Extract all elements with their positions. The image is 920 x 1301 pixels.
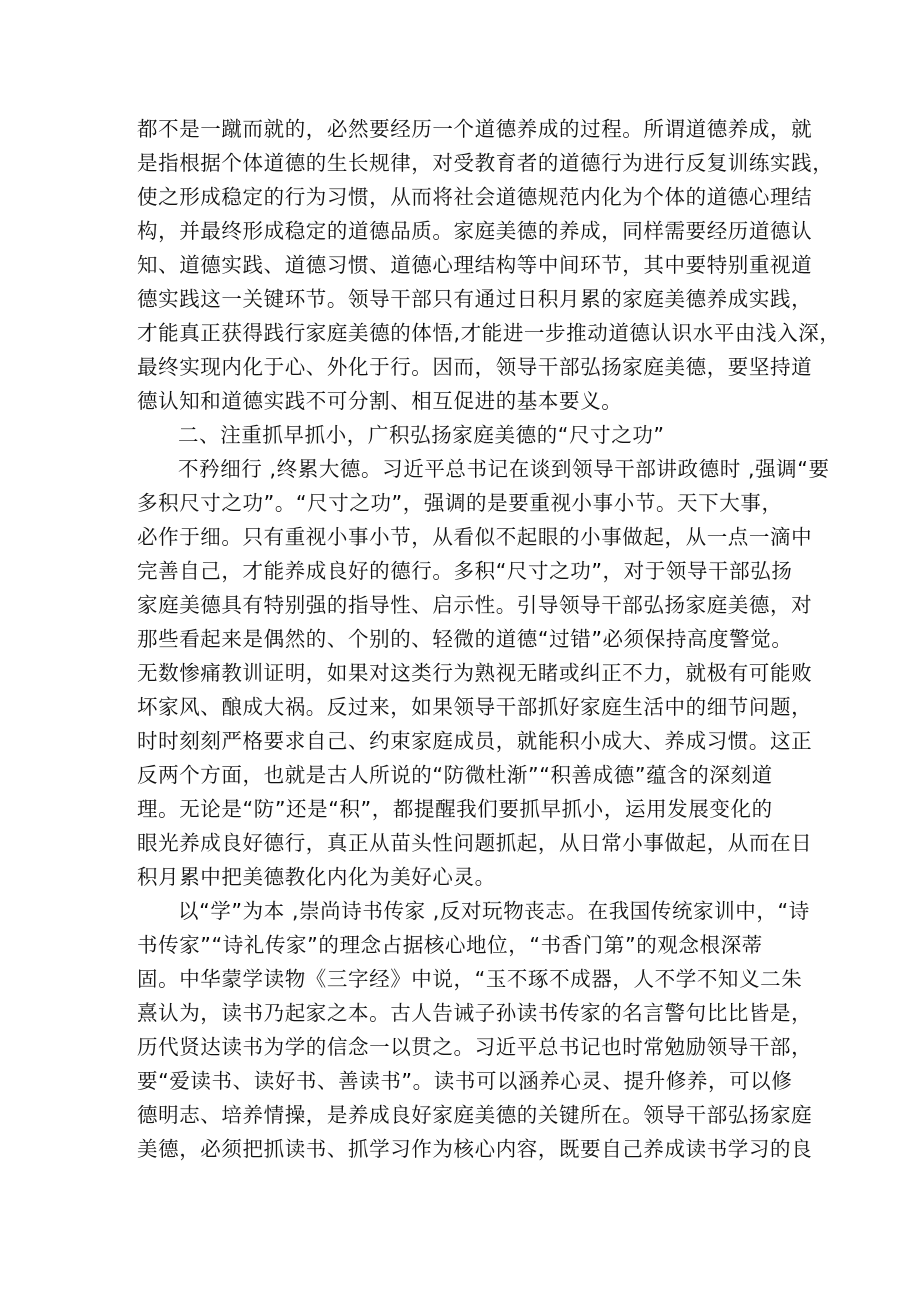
text-line-27: 熹认为，读书乃起家之本。古人告诫子孙读书传家的名言警句比比皆是， <box>137 1001 813 1025</box>
text-line-26: 固。中华蒙学读物《三字经》中说，“玉不琢不成器，人不学不知义二朱 <box>137 967 803 991</box>
text-line-16: 那些看起来是偶然的、个别的、轻微的道德“过错”必须保持高度警觉。 <box>137 627 793 651</box>
text-line-5: 知、道德实践、道德习惯、道德心理结构等中间环节，其中要特别重视道 <box>137 253 813 277</box>
text-line-20: 反两个方面，也就是古人所说的“防微杜渐”“积善成德”蕴含的深刻道 <box>137 763 773 787</box>
text-line-8: 最终实现内化于心、外化于行。因而，领导干部弘扬家庭美德，要坚持道 <box>137 355 813 379</box>
text-line-14: 完善自己，才能养成良好的德行。多积“尺寸之功”，对于领导干部弘扬 <box>137 559 793 583</box>
text-line-12: 多积尺寸之功”。“尺寸之功”，强调的是要重视小事小节。天下大事， <box>137 491 783 515</box>
text-line-19: 时时刻刻严格要求自己、约束家庭成员，就能积小成大、养成习惯。这正 <box>137 729 813 753</box>
text-line-3: 使之形成稳定的行为习惯，从而将社会道德规范内化为个体的道德心理结 <box>137 185 813 209</box>
text-line-31: 美德，必须把抓读书、抓学习作为核心内容，既要自己养成读书学习的良 <box>137 1137 813 1161</box>
text-line-15: 家庭美德具有特别强的指导性、启示性。引导领导干部弘扬家庭美德，对 <box>137 593 813 617</box>
document-body <box>137 112 841 1166</box>
paragraph-2-start: 不矜细行 ,终累大德。习近平总书记在谈到领导干部讲政德时 ,强调“要 <box>178 457 830 481</box>
text-line-21: 理。无论是“防”还是“积”，都提醒我们要抓早抓小，运用发展变化的 <box>137 797 773 821</box>
text-line-25: 书传家”“诗礼传家”的理念占据核心地位，“书香门第”的观念根深蒂 <box>137 933 763 957</box>
text-line-13: 必作于细。只有重视小事小节，从看似不起眼的小事做起，从一点一滴中 <box>137 525 813 549</box>
text-line-29: 要“爱读书、读好书、善读书”。读书可以涵养心灵、提升修养，可以修 <box>137 1069 793 1093</box>
text-line-1: 都不是一蹴而就的，必然要经历一个道德养成的过程。所谓道德养成，就 <box>137 117 813 141</box>
text-line-6: 德实践这一关键环节。领导干部只有通过日积月累的家庭美德养成实践， <box>137 287 813 311</box>
paragraph-3-start: 以“学”为本 ,崇尚诗书传家 ,反对玩物丧志。在我国传统家训中，“诗 <box>178 899 810 923</box>
text-line-18: 坏家风、酿成大祸。反过来，如果领导干部抓好家庭生活中的细节问题， <box>137 695 813 719</box>
text-line-30: 德明志、培养情操，是养成良好家庭美德的关键所在。领导干部弘扬家庭 <box>137 1103 813 1127</box>
text-line-17: 无数惨痛教训证明，如果对这类行为熟视无睹或纠正不力，就极有可能败 <box>137 661 813 685</box>
text-line-4: 构，并最终形成稳定的道德品质。家庭美德的养成，同样需要经历道德认 <box>137 219 813 243</box>
text-line-7: 才能真正获得践行家庭美德的体悟,才能进一步推动道德认识水平由浅入深， <box>137 321 841 345</box>
text-line-28: 历代贤达读书为学的信念一以贯之。习近平总书记也时常勉励领导干部， <box>137 1035 813 1059</box>
section-heading: 二、注重抓早抓小，广积弘扬家庭美德的“尺寸之功” <box>178 423 665 447</box>
text-line-2: 是指根据个体道德的生长规律，对受教育者的道德行为进行反复训练实践， <box>137 151 834 175</box>
text-line-22: 眼光养成良好德行，真正从苗头性问题抓起，从日常小事做起，从而在日 <box>137 831 813 855</box>
text-line-23: 积月累中把美德教化内化为美好心灵。 <box>137 865 496 889</box>
text-line-9: 德认知和道德实践不可分割、相互促进的基本要义。 <box>137 389 623 413</box>
